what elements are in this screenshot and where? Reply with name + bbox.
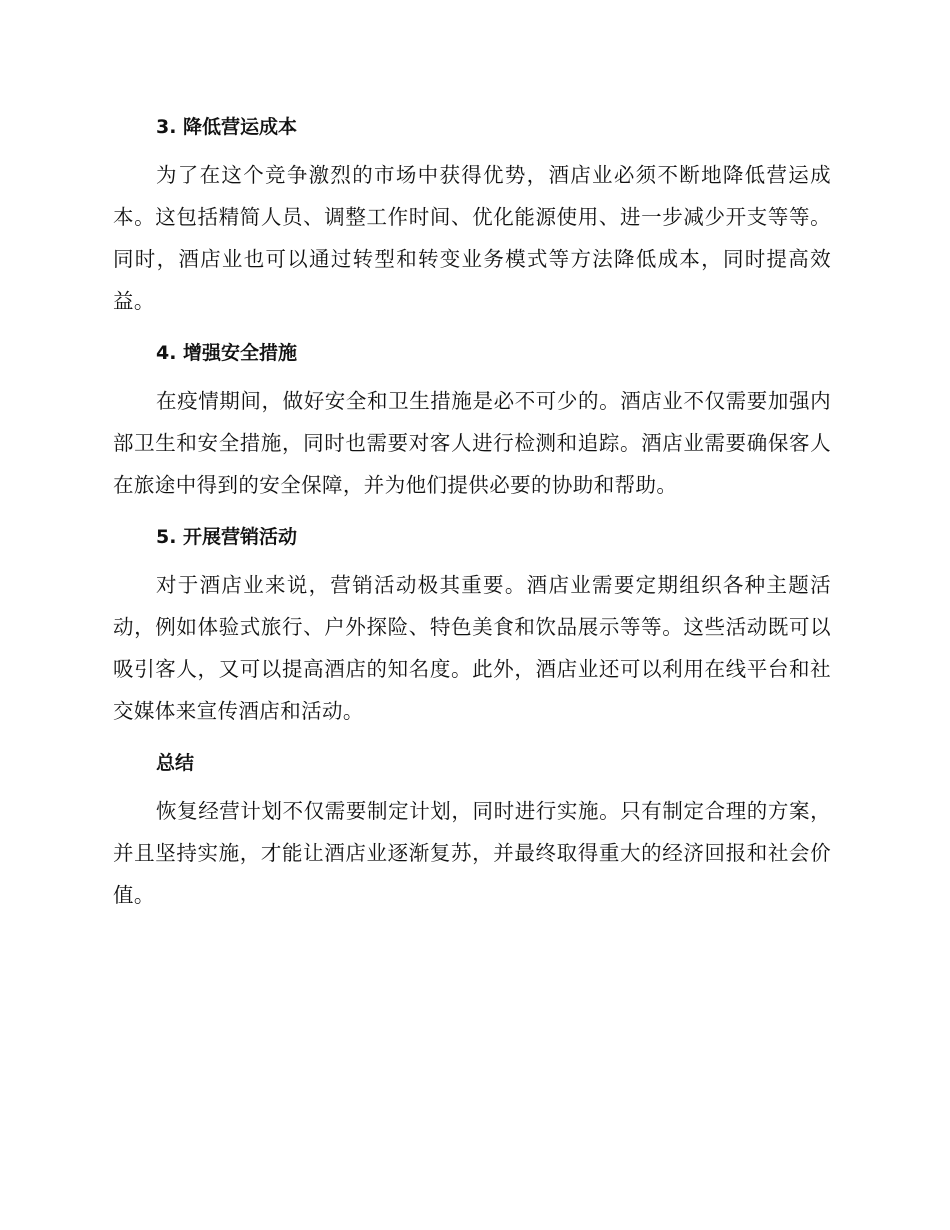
section-heading: 3. 降低营运成本 [156,116,298,138]
document-body [113,106,831,916]
section-paragraph: 对于酒店业来说，营销活动极其重要。酒店业需要定期组织各种主题活动，例如体验式旅行、户外探险、特色美食和饮品展示等等。这些活动既可以吸引客人，又可以提高酒店的知名度。此外，酒店业还可以利用在线平台和社交媒体来宣传酒店和活动。 [113,573,831,723]
section-paragraph: 为了在这个竞争激烈的市场中获得优势，酒店业必须不断地降低营运成本。这包括精简人员、调整工作时间、优化能源使用、进一步减少开支等等。同时，酒店业也可以通过转型和转变业务模式等方法降低成本，同时提高效益。 [113,163,831,313]
section-heading: 5. 开展营销活动 [156,526,298,548]
section-heading: 总结 [156,752,195,774]
section-paragraph: 恢复经营计划不仅需要制定计划，同时进行实施。只有制定合理的方案，并且坚持实施，才能让酒店业逐渐复苏，并最终取得重大的经济回报和社会价值。 [113,799,831,907]
section-reduce-costs [113,106,831,322]
section-heading: 4. 增强安全措施 [156,342,298,364]
section-paragraph: 在疫情期间，做好安全和卫生措施是必不可少的。酒店业不仅需要加强内部卫生和安全措施，同时也需要对客人进行检测和追踪。酒店业需要确保客人在旅途中得到的安全保障，并为他们提供必要的协助和帮助。 [113,389,831,497]
section-marketing [113,516,831,732]
section-safety-measures [113,332,831,506]
section-summary [113,742,831,916]
